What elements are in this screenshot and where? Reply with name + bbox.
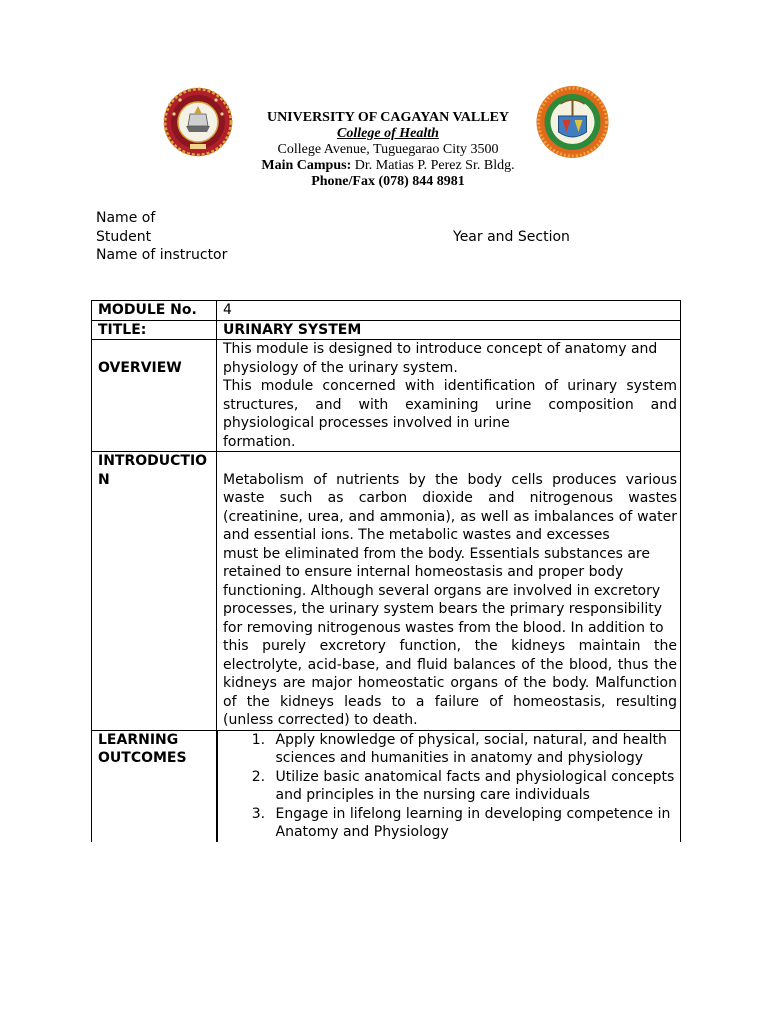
- main-campus: [240, 158, 536, 174]
- introduction-content: [217, 452, 681, 731]
- title-value: URINARY SYSTEM: [217, 320, 681, 340]
- student-info-left: [96, 209, 227, 265]
- module-no-value: 4: [217, 301, 681, 321]
- student-label: Student: [96, 228, 152, 245]
- introduction-line: processes, the urinary system bears the primary responsibility: [223, 601, 662, 617]
- introduction-line: retained to ensure internal homeostasis and proper body functioning. Although several organs are involved in excretory: [223, 564, 661, 599]
- university-name: UNIVERSITY OF CAGAYAN VALLEY: [266, 110, 510, 125]
- main-campus-value: Dr. Matias P. Perez Sr. Bldg.: [354, 158, 515, 173]
- module-no-label: MODULE No.: [92, 301, 217, 321]
- overview-label: OVERVIEW: [92, 340, 217, 452]
- main-campus-label: Main Campus:: [261, 158, 352, 173]
- module-no-row: [92, 301, 681, 321]
- phone-fax: Phone/Fax (078) 844 8981: [311, 174, 465, 189]
- outcome-item: 2. Utilize basic anatomical facts and physiological concepts and principles in the nursing care individuals: [270, 768, 678, 805]
- overview-row: [92, 340, 681, 452]
- title-row: [92, 320, 681, 340]
- college-name: College of Health: [337, 126, 439, 141]
- college-of-health-seal-logo: [536, 84, 609, 160]
- introduction-line: for removing nitrogenous wastes from the blood. In addition to: [223, 619, 664, 636]
- overview-line: This module is designed to introduce concept of anatomy and: [223, 341, 658, 357]
- introduction-line: must be eliminated from the body. Essentials substances are: [223, 545, 650, 562]
- overview-content: [217, 340, 681, 452]
- introduction-line: this purely excretory function, the kidneys maintain the electrolyte, acid-base, and fluid balances of the blood, thus the kidneys are major homeostatic organs of the body. Malfunction of the kidneys leads to a failure of homeostasis, resulting (unless corrected) to death.: [223, 638, 677, 728]
- name-of-label: Name of: [96, 210, 156, 226]
- learning-outcomes-content: [217, 730, 681, 842]
- overview-line: This module concerned with identification of urinary system structures, and with examining urine composition and physiological processes involved in urine: [223, 378, 677, 431]
- overview-line: physiology of the urinary system.: [223, 359, 458, 376]
- introduction-row: [92, 452, 681, 731]
- name-of-instructor-label: Name of instructor: [96, 247, 228, 263]
- title-label: TITLE:: [92, 320, 217, 340]
- learning-label: LEARNING: [98, 731, 179, 748]
- introduction-line: Metabolism of nutrients by the body cells produces various waste such as carbon dioxide and nitrogenous wastes (creatinine, urea, and ammonia), as well as imbalances of water and essential ions. The metabolic wastes and excesses: [223, 471, 677, 543]
- university-seal-logo: [163, 85, 233, 159]
- letterhead: [240, 110, 536, 190]
- address: College Avenue, Tuguegarao City 3500: [277, 142, 499, 157]
- overview-line: formation.: [223, 433, 296, 450]
- learning-outcomes-label: [92, 730, 217, 842]
- learning-outcomes-row: [92, 730, 681, 842]
- year-and-section-label: Year and Section: [453, 229, 570, 245]
- outcome-item: 3. Engage in lifelong learning in developing competence in Anatomy and Physiology: [270, 805, 678, 842]
- outcomes-label: OUTCOMES: [98, 750, 187, 766]
- introduction-label: INTRODUCTION: [92, 452, 217, 731]
- module-table: [91, 300, 681, 842]
- learning-outcomes-list: [224, 731, 678, 842]
- outcome-item: 1. Apply knowledge of physical, social, natural, and health sciences and humanities in anatomy and physiology: [270, 731, 678, 768]
